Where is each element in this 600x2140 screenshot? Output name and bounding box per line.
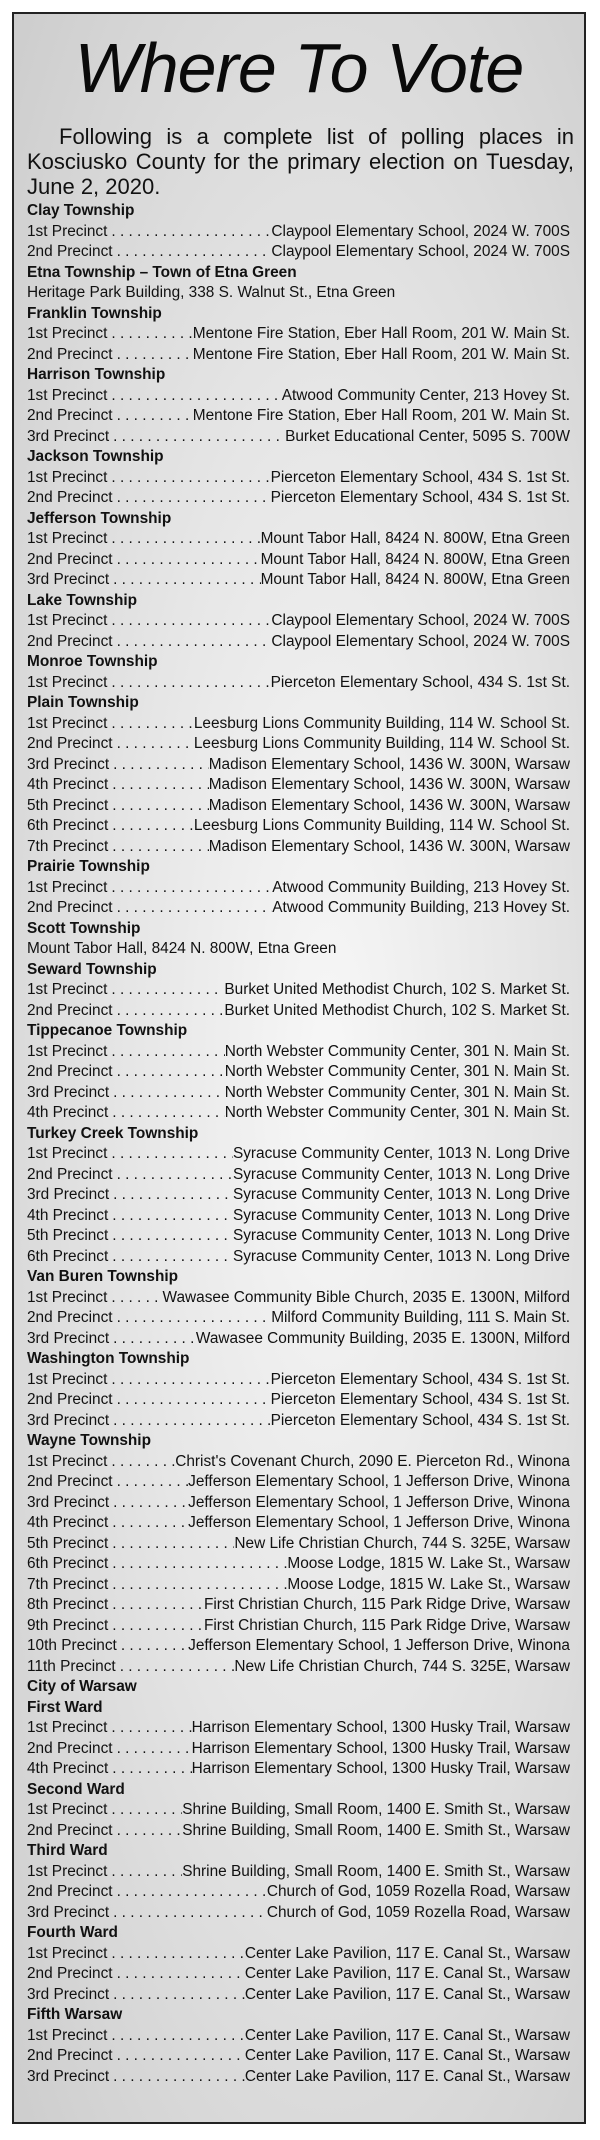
section-heading: Clay Township bbox=[27, 202, 135, 219]
precinct-label: 4th Precinct bbox=[27, 1760, 109, 1777]
polling-place: Atwood Community Center, 213 Hovey St. bbox=[281, 386, 570, 404]
precinct-label: 1st Precinct bbox=[27, 1862, 108, 1880]
precinct-row bbox=[27, 755, 570, 776]
leader-dots bbox=[108, 1103, 224, 1124]
precinct-label: 8th Precinct bbox=[27, 1596, 109, 1613]
leader-dots bbox=[113, 1001, 225, 1022]
precinct-label: 4th Precinct bbox=[27, 1206, 109, 1224]
precinct-label: 1st Precinct bbox=[27, 714, 108, 732]
precinct-label: 2nd Precinct bbox=[27, 489, 113, 506]
precinct-row bbox=[27, 550, 570, 571]
leader-dots bbox=[109, 1185, 233, 1206]
precinct-row bbox=[27, 775, 570, 796]
polling-place: Mount Tabor Hall, 8424 N. 800W, Etna Green bbox=[260, 571, 570, 588]
section-heading: Lake Township bbox=[27, 591, 138, 609]
section-heading: Scott Township bbox=[27, 919, 141, 937]
leader-dots bbox=[113, 1472, 189, 1493]
precinct-label: 5th Precinct bbox=[27, 1534, 109, 1552]
precinct-label: 10th Precinct bbox=[27, 1637, 117, 1654]
precinct-label: 3rd Precinct bbox=[27, 1493, 110, 1511]
precinct-label: 1st Precinct bbox=[27, 468, 108, 486]
leader-dots bbox=[113, 1882, 267, 1903]
polling-place: Madison Elementary School, 1436 W. 300N, Warsaw bbox=[208, 837, 570, 855]
polling-place: Center Lake Pavilion, 117 E. Canal St., Warsaw bbox=[244, 2047, 570, 2064]
page-title: Where To Vote bbox=[74, 29, 524, 107]
leader-dots bbox=[109, 1411, 270, 1432]
polling-place: North Webster Community Center, 301 N. Main St. bbox=[224, 1063, 570, 1080]
precinct-label: 4th Precinct bbox=[27, 1104, 109, 1121]
polling-place: Syracuse Community Center, 1013 N. Long Drive bbox=[232, 1186, 570, 1203]
polling-place: Syracuse Community Center, 1013 N. Long Drive bbox=[232, 1165, 570, 1183]
precinct-label: 2nd Precinct bbox=[27, 345, 113, 363]
leader-dots bbox=[108, 1513, 188, 1534]
leader-dots bbox=[107, 2026, 245, 2047]
polling-place: New Life Christian Church, 744 S. 325E, Warsaw bbox=[234, 1534, 570, 1552]
leader-dots bbox=[107, 386, 281, 407]
leader-dots bbox=[107, 324, 192, 345]
precinct-row bbox=[27, 1903, 570, 1924]
leader-dots bbox=[109, 2067, 245, 2088]
precinct-row bbox=[27, 242, 570, 263]
leader-dots bbox=[107, 1288, 162, 1309]
polling-place: North Webster Community Center, 301 N. Main St. bbox=[224, 1042, 570, 1060]
polling-place: Pierceton Elementary School, 434 S. 1st St. bbox=[270, 673, 570, 691]
leader-dots bbox=[108, 1226, 233, 1247]
polling-place: Moose Lodge, 1815 W. Lake St., Warsaw bbox=[287, 1575, 570, 1593]
leader-dots bbox=[107, 468, 270, 489]
precinct-row bbox=[27, 837, 570, 858]
precinct-label: 3rd Precinct bbox=[27, 427, 110, 445]
precinct-row bbox=[27, 898, 570, 919]
leader-dots bbox=[113, 1062, 225, 1083]
precinct-row bbox=[27, 1411, 570, 1432]
precinct-label: 4th Precinct bbox=[27, 776, 109, 793]
polling-place: First Christian Church, 115 Park Ridge Drive, Warsaw bbox=[203, 1596, 570, 1613]
polling-place-text: Mount Tabor Hall, 8424 N. 800W, Etna Green bbox=[27, 940, 337, 957]
precinct-label: 2nd Precinct bbox=[27, 2047, 113, 2064]
precinct-label: 9th Precinct bbox=[27, 1616, 109, 1634]
leader-dots bbox=[108, 1554, 287, 1575]
section-heading: Franklin Township bbox=[27, 304, 162, 322]
leader-dots bbox=[107, 1800, 182, 1821]
section-heading: City of Warsaw bbox=[27, 1678, 137, 1695]
polling-place: Mentone Fire Station, Eber Hall Room, 201 W. Main St. bbox=[192, 345, 570, 363]
leader-dots bbox=[113, 1308, 272, 1329]
polling-place: Harrison Elementary School, 1300 Husky Trail, Warsaw bbox=[191, 1739, 570, 1757]
leader-dots bbox=[107, 1042, 224, 1063]
precinct-label: 6th Precinct bbox=[27, 817, 109, 834]
precinct-row bbox=[27, 406, 570, 427]
polling-place: North Webster Community Center, 301 N. Main St. bbox=[224, 1104, 570, 1121]
leader-dots bbox=[113, 1821, 183, 1842]
leader-dots bbox=[108, 796, 208, 817]
intro-paragraph: Following is a complete list of polling places in Kosciusko County for the primary election on Tuesday, June 2, 2020. bbox=[27, 124, 574, 199]
polling-place: Mentone Fire Station, Eber Hall Room, 201 W. Main St. bbox=[192, 325, 570, 342]
precinct-label: 1st Precinct bbox=[27, 1801, 108, 1818]
precinct-row bbox=[27, 386, 570, 407]
precinct-label: 1st Precinct bbox=[27, 1145, 108, 1162]
precinct-label: 1st Precinct bbox=[27, 386, 108, 404]
precinct-row bbox=[27, 1595, 570, 1616]
polling-place: Harrison Elementary School, 1300 Husky Trail, Warsaw bbox=[191, 1719, 570, 1736]
precinct-row bbox=[27, 2026, 570, 2047]
polling-place: Pierceton Elementary School, 434 S. 1st St. bbox=[270, 1370, 570, 1388]
precinct-row bbox=[27, 222, 570, 243]
polling-place: New Life Christian Church, 744 S. 325E, Warsaw bbox=[234, 1657, 570, 1675]
precinct-label: 3rd Precinct bbox=[27, 755, 110, 773]
precinct-label: 1st Precinct bbox=[27, 981, 108, 998]
precinct-label: 2nd Precinct bbox=[27, 1883, 113, 1900]
precinct-label: 1st Precinct bbox=[27, 2026, 108, 2044]
precinct-row bbox=[27, 1964, 570, 1985]
polling-place: Center Lake Pavilion, 117 E. Canal St., Warsaw bbox=[244, 2067, 570, 2085]
leader-dots bbox=[108, 837, 208, 858]
leader-dots bbox=[108, 1206, 233, 1227]
precinct-row bbox=[27, 1472, 570, 1493]
leader-dots bbox=[109, 427, 285, 448]
precinct-label: 3rd Precinct bbox=[27, 2067, 110, 2085]
precinct-label: 2nd Precinct bbox=[27, 735, 113, 752]
polling-place: Mentone Fire Station, Eber Hall Room, 201 W. Main St. bbox=[192, 407, 570, 424]
precinct-label: 3rd Precinct bbox=[27, 1985, 110, 2003]
precinct-row bbox=[27, 345, 570, 366]
precinct-row bbox=[27, 1247, 570, 1268]
precinct-row bbox=[27, 1493, 570, 1514]
precinct-row bbox=[27, 734, 570, 755]
polling-place: Jefferson Elementary School, 1 Jefferson Drive, Winona bbox=[188, 1473, 570, 1490]
section-heading: First Ward bbox=[27, 1698, 103, 1716]
leader-dots bbox=[113, 1964, 245, 1985]
precinct-row bbox=[27, 1739, 570, 1760]
precinct-label: 2nd Precinct bbox=[27, 1965, 113, 1982]
precinct-label: 1st Precinct bbox=[27, 673, 108, 691]
leader-dots bbox=[113, 1739, 192, 1760]
precinct-label: 6th Precinct bbox=[27, 1555, 109, 1572]
precinct-row bbox=[27, 878, 570, 899]
section-heading: Monroe Township bbox=[27, 653, 158, 670]
precinct-row bbox=[27, 1165, 570, 1186]
precinct-label: 2nd Precinct bbox=[27, 1309, 113, 1326]
leader-dots bbox=[109, 570, 260, 591]
section-heading: Third Ward bbox=[27, 1842, 108, 1859]
precinct-label: 11th Precinct bbox=[27, 1657, 116, 1675]
leader-dots bbox=[107, 1718, 191, 1739]
leader-dots bbox=[107, 529, 260, 550]
precinct-row bbox=[27, 611, 570, 632]
polling-place: Atwood Community Building, 213 Hovey St. bbox=[272, 878, 570, 896]
precinct-row bbox=[27, 1288, 570, 1309]
polling-place: Claypool Elementary School, 2024 W. 700S bbox=[271, 243, 570, 260]
section-heading: Prairie Township bbox=[27, 858, 150, 875]
polling-place: Jefferson Elementary School, 1 Jefferson Drive, Winona bbox=[188, 1637, 570, 1654]
polling-place: Center Lake Pavilion, 117 E. Canal St., Warsaw bbox=[244, 1965, 570, 1982]
precinct-row bbox=[27, 324, 570, 345]
precinct-row bbox=[27, 1001, 570, 1022]
leader-dots bbox=[108, 775, 208, 796]
precinct-label: 3rd Precinct bbox=[27, 1083, 110, 1101]
section-heading: Jackson Township bbox=[27, 448, 164, 465]
precinct-row bbox=[27, 1636, 570, 1657]
precinct-label: 2nd Precinct bbox=[27, 1821, 113, 1839]
precinct-label: 1st Precinct bbox=[27, 325, 108, 342]
precinct-label: 2nd Precinct bbox=[27, 1001, 113, 1019]
leader-dots bbox=[107, 1862, 182, 1883]
precinct-row bbox=[27, 1882, 570, 1903]
polling-place: Moose Lodge, 1815 W. Lake St., Warsaw bbox=[287, 1555, 570, 1572]
leader-dots bbox=[113, 406, 193, 427]
leader-dots bbox=[108, 1575, 287, 1596]
leader-dots bbox=[109, 1903, 267, 1924]
polling-place: Leesburg Lions Community Building, 114 W. School St. bbox=[193, 714, 570, 732]
precinct-row bbox=[27, 1534, 570, 1555]
section-heading: Fifth Warsaw bbox=[27, 2006, 123, 2023]
precinct-row bbox=[27, 1185, 570, 1206]
precinct-label: 1st Precinct bbox=[27, 612, 108, 629]
precinct-row bbox=[27, 468, 570, 489]
precinct-row bbox=[27, 796, 570, 817]
polling-place: Center Lake Pavilion, 117 E. Canal St., Warsaw bbox=[244, 2026, 570, 2044]
leader-dots bbox=[107, 980, 224, 1001]
polling-place: Syracuse Community Center, 1013 N. Long Drive bbox=[232, 1145, 570, 1162]
section-heading: Seward Township bbox=[27, 960, 157, 978]
precinct-row bbox=[27, 816, 570, 837]
leader-dots bbox=[107, 878, 272, 899]
leader-dots bbox=[107, 1370, 270, 1391]
precinct-row bbox=[27, 1985, 570, 2006]
precinct-row bbox=[27, 529, 570, 550]
polling-place: Madison Elementary School, 1436 W. 300N, Warsaw bbox=[208, 776, 570, 793]
leader-dots bbox=[109, 1985, 245, 2006]
section-heading: Plain Township bbox=[27, 694, 139, 711]
precinct-row bbox=[27, 1554, 570, 1575]
precinct-label: 4th Precinct bbox=[27, 1514, 109, 1531]
precinct-row bbox=[27, 1616, 570, 1637]
polling-place: Christ's Covenant Church, 2090 E. Pierceton Rd., Winona bbox=[175, 1452, 570, 1470]
polling-place: Shrine Building, Small Room, 1400 E. Smith St., Warsaw bbox=[182, 1862, 570, 1880]
precinct-label: 1st Precinct bbox=[27, 530, 108, 547]
polling-place: Jefferson Elementary School, 1 Jefferson Drive, Winona bbox=[188, 1514, 570, 1531]
leader-dots bbox=[108, 816, 194, 837]
polling-place: Jefferson Elementary School, 1 Jefferson Drive, Winona bbox=[188, 1493, 570, 1511]
leader-dots bbox=[117, 1636, 188, 1657]
precinct-label: 1st Precinct bbox=[27, 222, 108, 240]
leader-dots bbox=[113, 2046, 245, 2067]
precinct-row bbox=[27, 1862, 570, 1883]
polling-place: Wawasee Community Building, 2035 E. 1300N, Milford bbox=[195, 1329, 570, 1347]
precinct-label: 1st Precinct bbox=[27, 1288, 108, 1306]
precinct-label: 7th Precinct bbox=[27, 1575, 109, 1593]
precinct-row bbox=[27, 1513, 570, 1534]
leader-dots bbox=[113, 1390, 271, 1411]
precinct-label: 2nd Precinct bbox=[27, 1063, 113, 1080]
polling-place: Claypool Elementary School, 2024 W. 700S bbox=[271, 222, 570, 240]
leader-dots bbox=[108, 1534, 234, 1555]
precinct-label: 3rd Precinct bbox=[27, 1186, 110, 1203]
precinct-row bbox=[27, 980, 570, 1001]
precinct-label: 3rd Precinct bbox=[27, 1903, 110, 1921]
precinct-label: 2nd Precinct bbox=[27, 632, 113, 650]
polling-places-list bbox=[27, 201, 570, 2087]
precinct-row bbox=[27, 714, 570, 735]
polling-place: North Webster Community Center, 301 N. Main St. bbox=[224, 1083, 570, 1101]
leader-dots bbox=[109, 1329, 196, 1350]
precinct-row bbox=[27, 1042, 570, 1063]
precinct-row bbox=[27, 1144, 570, 1165]
polling-place-text: Heritage Park Building, 338 S. Walnut St., Etna Green bbox=[27, 284, 396, 301]
precinct-label: 1st Precinct bbox=[27, 1944, 108, 1962]
polling-place: Claypool Elementary School, 2024 W. 700S bbox=[271, 612, 570, 629]
polling-place: Center Lake Pavilion, 117 E. Canal St., Warsaw bbox=[244, 1944, 570, 1962]
polling-place: Burket United Methodist Church, 102 S. Market St. bbox=[224, 981, 570, 998]
leader-dots bbox=[113, 1165, 233, 1186]
precinct-label: 5th Precinct bbox=[27, 1227, 109, 1244]
polling-place: Burket Educational Center, 5095 S. 700W bbox=[285, 427, 570, 445]
leader-dots bbox=[107, 1944, 245, 1965]
precinct-row bbox=[27, 673, 570, 694]
precinct-label: 1st Precinct bbox=[27, 1042, 108, 1060]
leader-dots bbox=[116, 1657, 235, 1678]
section-heading: Fourth Ward bbox=[27, 1924, 118, 1941]
polling-place: Wawasee Community Bible Church, 2035 E. 1300N, Milford bbox=[162, 1288, 570, 1306]
precinct-label: 6th Precinct bbox=[27, 1247, 109, 1265]
precinct-label: 2nd Precinct bbox=[27, 1165, 113, 1183]
section-heading: Van Buren Township bbox=[27, 1268, 179, 1285]
polling-place: Syracuse Community Center, 1013 N. Long Drive bbox=[232, 1206, 570, 1224]
leader-dots bbox=[108, 1616, 204, 1637]
polling-place: Pierceton Elementary School, 434 S. 1st St. bbox=[270, 1391, 570, 1408]
precinct-row bbox=[27, 2046, 570, 2067]
precinct-label: 7th Precinct bbox=[27, 837, 109, 855]
precinct-row bbox=[27, 632, 570, 653]
polling-place: Center Lake Pavilion, 117 E. Canal St., Warsaw bbox=[244, 1985, 570, 2003]
polling-place: Leesburg Lions Community Building, 114 W. School St. bbox=[193, 735, 570, 752]
precinct-label: 2nd Precinct bbox=[27, 1739, 113, 1757]
precinct-label: 5th Precinct bbox=[27, 796, 109, 814]
precinct-row bbox=[27, 1657, 570, 1678]
polling-place: Shrine Building, Small Room, 1400 E. Smith St., Warsaw bbox=[182, 1801, 570, 1818]
polling-place: Shrine Building, Small Room, 1400 E. Smith St., Warsaw bbox=[182, 1821, 570, 1839]
polling-place: Atwood Community Building, 213 Hovey St. bbox=[272, 899, 570, 916]
section-heading: Harrison Township bbox=[27, 366, 166, 383]
precinct-label: 1st Precinct bbox=[27, 1370, 108, 1388]
leader-dots bbox=[113, 550, 261, 571]
leader-dots bbox=[107, 222, 271, 243]
precinct-row bbox=[27, 1083, 570, 1104]
precinct-row bbox=[27, 2067, 570, 2088]
precinct-row bbox=[27, 1800, 570, 1821]
precinct-label: 3rd Precinct bbox=[27, 1411, 110, 1429]
section-heading: Washington Township bbox=[27, 1350, 190, 1367]
precinct-row bbox=[27, 1575, 570, 1596]
precinct-label: 1st Precinct bbox=[27, 878, 108, 896]
leader-dots bbox=[113, 632, 272, 653]
section-heading: Wayne Township bbox=[27, 1432, 151, 1449]
polling-place: Church of God, 1059 Rozella Road, Warsaw bbox=[266, 1903, 570, 1921]
precinct-row bbox=[27, 1759, 570, 1780]
polling-place: Burket United Methodist Church, 102 S. Market St. bbox=[224, 1001, 570, 1019]
polling-place: Church of God, 1059 Rozella Road, Warsaw bbox=[266, 1883, 570, 1900]
precinct-row bbox=[27, 570, 570, 591]
leader-dots bbox=[113, 345, 193, 366]
section-heading: Turkey Creek Township bbox=[27, 1124, 199, 1142]
section-heading: Etna Township – Town of Etna Green bbox=[27, 263, 297, 281]
precinct-row bbox=[27, 427, 570, 448]
precinct-label: 3rd Precinct bbox=[27, 1329, 110, 1347]
leader-dots bbox=[113, 242, 272, 263]
polling-place: Madison Elementary School, 1436 W. 300N, Warsaw bbox=[208, 755, 570, 773]
precinct-row bbox=[27, 1103, 570, 1124]
leader-dots bbox=[108, 1247, 233, 1268]
leader-dots bbox=[107, 1144, 233, 1165]
leader-dots bbox=[108, 1595, 204, 1616]
section-heading: Second Ward bbox=[27, 1780, 125, 1798]
polling-place: Pierceton Elementary School, 434 S. 1st St. bbox=[270, 1411, 570, 1429]
polling-place: Claypool Elementary School, 2024 W. 700S bbox=[271, 632, 570, 650]
precinct-row bbox=[27, 1329, 570, 1350]
precinct-row bbox=[27, 1452, 570, 1473]
precinct-label: 1st Precinct bbox=[27, 1719, 108, 1736]
precinct-label: 2nd Precinct bbox=[27, 243, 113, 260]
polling-place: Madison Elementary School, 1436 W. 300N, Warsaw bbox=[208, 796, 570, 814]
polling-place: Syracuse Community Center, 1013 N. Long Drive bbox=[232, 1227, 570, 1244]
leader-dots bbox=[107, 714, 193, 735]
leader-dots bbox=[113, 734, 194, 755]
section-heading: Tippecanoe Township bbox=[27, 1022, 188, 1039]
where-to-vote-notice bbox=[12, 12, 586, 2124]
polling-place: Harrison Elementary School, 1300 Husky Trail, Warsaw bbox=[191, 1760, 570, 1777]
precinct-label: 3rd Precinct bbox=[27, 571, 110, 588]
leader-dots bbox=[107, 673, 270, 694]
leader-dots bbox=[113, 488, 271, 509]
precinct-row bbox=[27, 1062, 570, 1083]
polling-place: Milford Community Building, 111 S. Main St. bbox=[271, 1309, 570, 1326]
precinct-row bbox=[27, 1718, 570, 1739]
polling-place: Leesburg Lions Community Building, 114 W. School St. bbox=[193, 817, 570, 834]
leader-dots bbox=[107, 611, 271, 632]
precinct-label: 2nd Precinct bbox=[27, 550, 113, 568]
polling-place: Mount Tabor Hall, 8424 N. 800W, Etna Green bbox=[260, 550, 570, 568]
leader-dots bbox=[109, 755, 209, 776]
polling-place: Pierceton Elementary School, 434 S. 1st St. bbox=[270, 489, 570, 506]
precinct-label: 2nd Precinct bbox=[27, 1473, 113, 1490]
leader-dots bbox=[109, 1493, 188, 1514]
leader-dots bbox=[108, 1759, 191, 1780]
polling-place: Pierceton Elementary School, 434 S. 1st St. bbox=[270, 468, 570, 486]
leader-dots bbox=[113, 898, 273, 919]
precinct-row bbox=[27, 1370, 570, 1391]
precinct-label: 1st Precinct bbox=[27, 1452, 108, 1470]
polling-place: Syracuse Community Center, 1013 N. Long Drive bbox=[232, 1247, 570, 1265]
precinct-row bbox=[27, 1390, 570, 1411]
leader-dots bbox=[107, 1452, 175, 1473]
precinct-row bbox=[27, 1821, 570, 1842]
precinct-row bbox=[27, 488, 570, 509]
precinct-row bbox=[27, 1206, 570, 1227]
precinct-row bbox=[27, 1944, 570, 1965]
precinct-label: 2nd Precinct bbox=[27, 1391, 113, 1408]
precinct-label: 2nd Precinct bbox=[27, 899, 113, 916]
precinct-label: 2nd Precinct bbox=[27, 407, 113, 424]
leader-dots bbox=[109, 1083, 225, 1104]
precinct-row bbox=[27, 1308, 570, 1329]
polling-place: Mount Tabor Hall, 8424 N. 800W, Etna Green bbox=[260, 530, 570, 547]
precinct-row bbox=[27, 1226, 570, 1247]
section-heading: Jefferson Township bbox=[27, 509, 172, 527]
polling-place: First Christian Church, 115 Park Ridge Drive, Warsaw bbox=[203, 1616, 570, 1634]
